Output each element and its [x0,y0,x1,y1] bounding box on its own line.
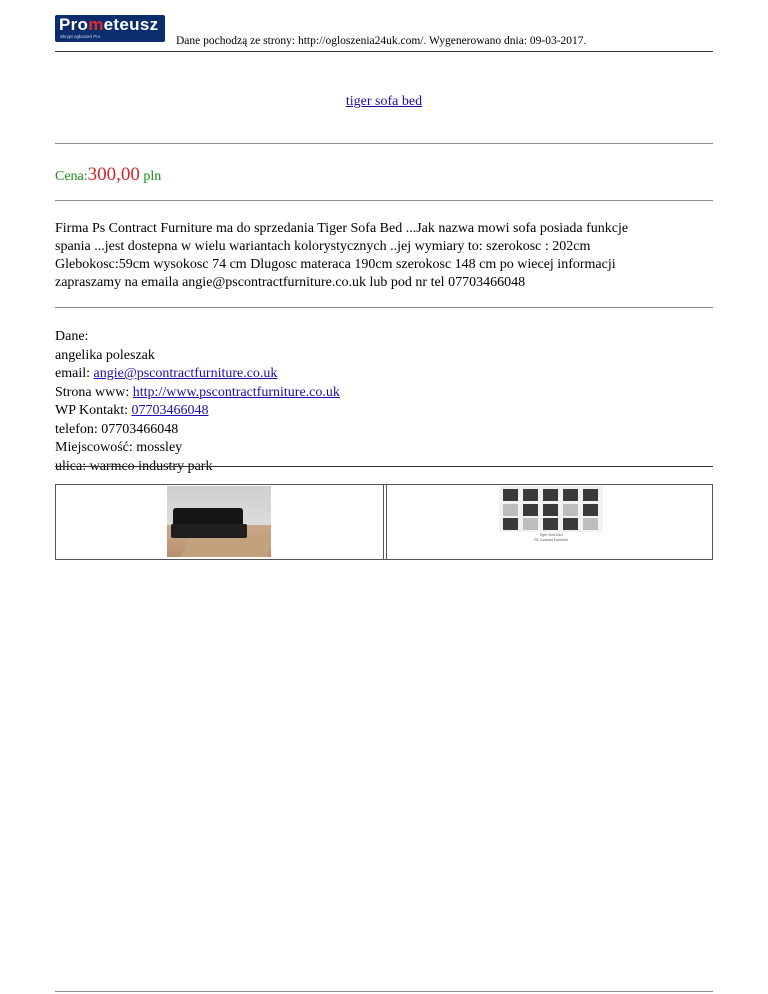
contact-street: ulica: warmco industry park [55,458,213,474]
footer-divider [55,991,713,992]
sofa-collage-photo[interactable] [499,486,603,532]
price-row [55,164,161,186]
divider-1 [55,143,713,144]
contact-block [55,328,340,476]
description-line: zapraszamy na emaila angie@pscontractfurniture.co.uk lub pod nr tel 07703466048 [55,275,526,290]
website-link[interactable]: http://www.pscontractfurniture.co.uk [132,384,340,400]
prometeusz-logo [55,15,165,42]
collage-tile [503,489,518,501]
contact-website-row [55,384,340,403]
contact-email-row [55,365,340,384]
contact-name: angelika poleszak [55,347,155,363]
website-label: Strona www: [55,384,133,400]
description-line: spania ...jest dostepna w wielu wariantach kolorystycznych ..jej wymiary to: szerokosc : 202cm [55,239,591,254]
logo-wordmark: Prometeusz [59,15,159,34]
collage-tile [523,489,538,501]
logo-tagline: Skrypt ogłoszeń Pro [60,34,101,39]
collage-tile [583,504,598,516]
source-info: Dane pochodzą ze strony: http://ogloszenia24uk.com/. Wygenerowano dnia: 09-03-2017. [176,35,587,47]
collage-tile [583,518,598,530]
email-label: email: [55,366,94,381]
collage-tile [543,504,558,516]
collage-tile [543,518,558,530]
image-table [55,484,713,560]
wp-contact-link[interactable]: 07703466048 [131,403,209,418]
price-label: Cena: [55,169,88,184]
collage-tile [523,504,538,516]
divider-3 [55,307,713,308]
price-currency: pln [139,169,162,184]
collage-tile [583,489,598,501]
divider-2 [55,200,713,201]
wp-label: WP Kontakt: [55,403,132,418]
collage-tile [563,518,578,530]
contact-phone: telefon: 07703466048 [55,421,179,437]
collage-tile [503,504,518,516]
listing-title-link[interactable]: tiger sofa bed [345,94,423,109]
image-cell-1 [56,485,384,559]
contact-city: Miejscowość: mossley [55,440,183,455]
header-divider [55,51,713,52]
listing-description [55,220,713,292]
collage-tile [543,489,558,501]
description-line: Glebokosc:59cm wysokosc 74 cm Dlugosc materaca 190cm szerokosc 148 cm po wiecej informacji [55,257,616,272]
collage-tile [523,518,538,530]
collage-tile [503,518,518,530]
contact-wp-row [55,402,340,421]
price-value: 300,00 [87,164,140,185]
collage-tile [563,504,578,516]
email-link[interactable]: angie@pscontractfurniture.co.uk [93,366,278,381]
sofa-photo[interactable] [167,486,271,557]
image-cell-2 [386,485,713,559]
rug-shape [181,536,271,557]
contact-heading: Dane: [55,329,89,344]
collage-tile [563,489,578,501]
collage-caption: Tiger Sofa Bed PS Contract Furniture [534,533,568,542]
sofa-seat-shape [171,524,247,538]
contact-divider [55,466,713,467]
description-line: Firma Ps Contract Furniture ma do sprzedania Tiger Sofa Bed ...Jak nazwa mowi sofa posiada funkcje [55,221,629,236]
